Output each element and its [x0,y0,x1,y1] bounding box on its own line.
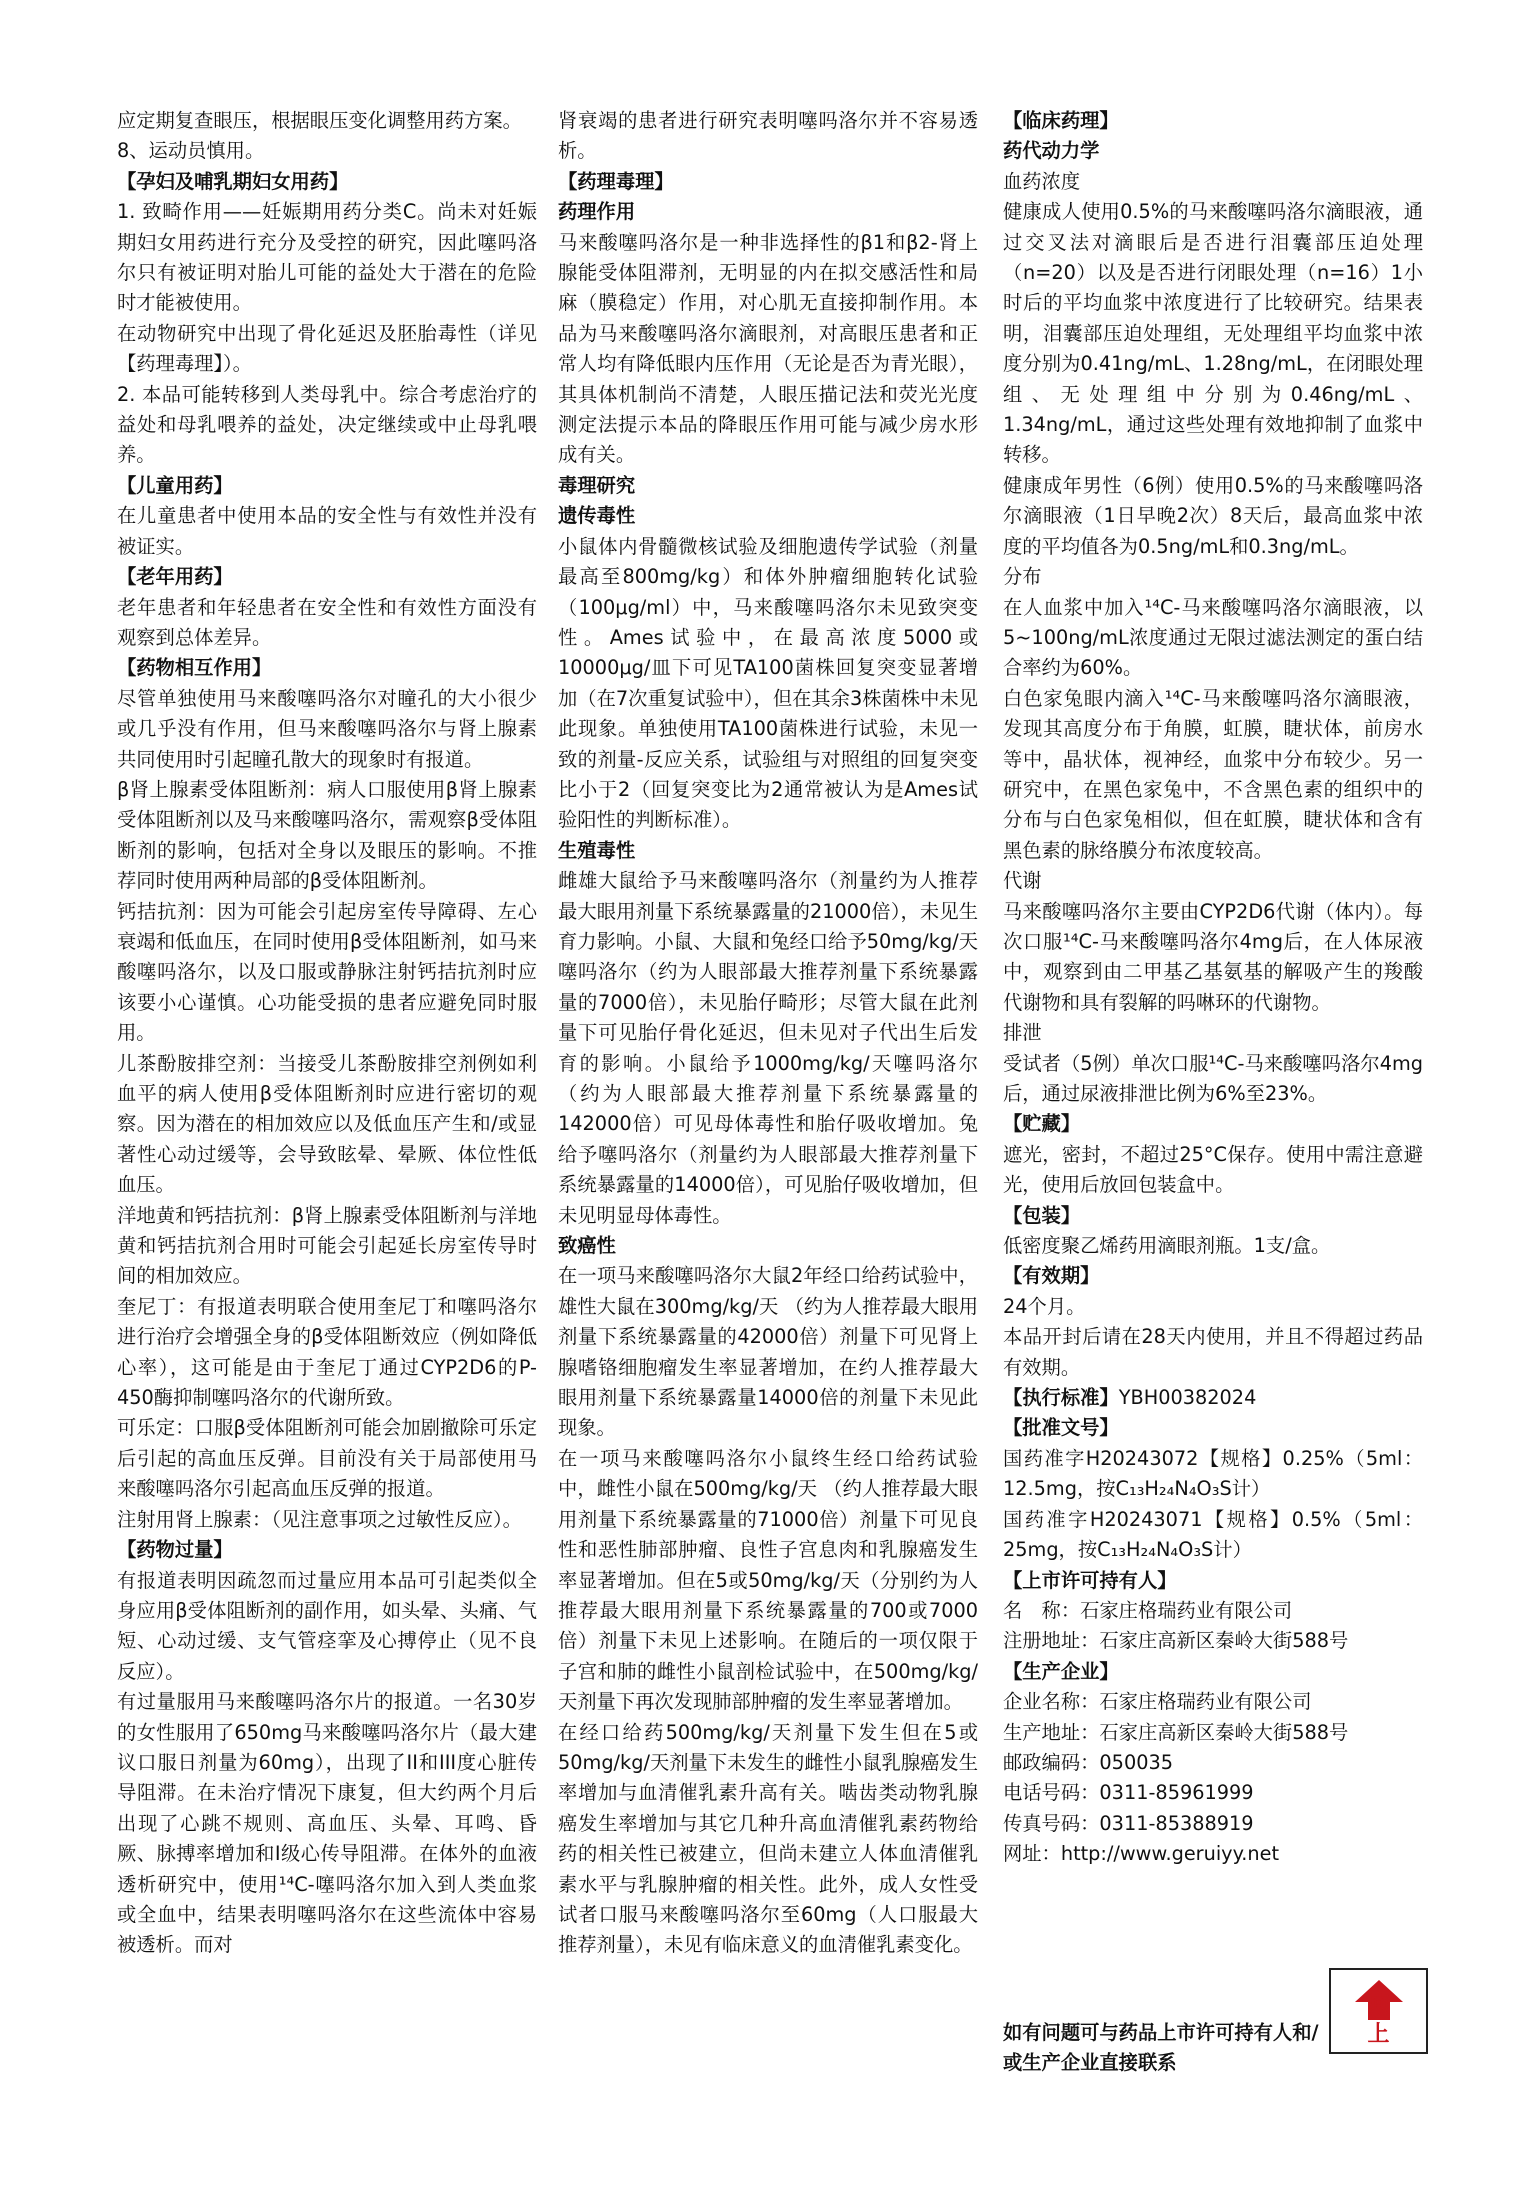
paragraph: 低密度聚乙烯药用滴眼剂瓶。1支/盒。 [1003,1234,1331,1258]
paragraph: 可乐定：口服β受体阻断剂可能会加剧撤除可乐定后引起的高血压反弹。目前没有关于局部使用马来酸噻吗洛尔引起高血压反弹的报道。 [117,1416,537,1501]
orientation-mark [1329,1968,1428,2054]
paragraph: β肾上腺素受体阻断剂：病人口服使用β肾上腺素受体阻断剂以及马来酸噻吗洛尔，需观察β受体阻断剂的影响，包括对全身以及眼压的影响。不推荐同时使用两种局部的β受体阻断剂。 [117,777,537,893]
paragraph: 电话号码：0311-85961999 [1003,1781,1254,1805]
paragraph: 国药准字H20243071【规格】0.5%（5ml：25mg，按C₁₃H₂₄N₄O₃S计） [1003,1507,1423,1562]
paragraph: 代谢 [1003,869,1042,893]
paragraph: 洋地黄和钙拮抗剂：β肾上腺素受体阻断剂与洋地黄和钙拮抗剂合用时可能会引起延长房室传导时间的相加效应。 [117,1203,537,1288]
paragraph: 在一项马来酸噻吗洛尔大鼠2年经口给药试验中，雄性大鼠在300mg/kg/天 （约为人推荐最大眼用剂量下系统暴露量的42000倍）剂量下可见肾上腺嗜铬细胞瘤发生率显著增加，在约人推荐最大眼用剂量下系统暴露量14000倍的剂量下未见此现象。 [558,1264,978,1440]
paragraph: 8、运动员慎用。 [117,139,265,163]
section-heading: 【药物过量】 [117,1538,233,1562]
paragraph: 应定期复查眼压，根据眼压变化调整用药方案。 [117,109,522,132]
paragraph: 在儿童患者中使用本品的安全性与有效性并没有被证实。 [117,504,537,558]
paragraph: 在一项马来酸噻吗洛尔小鼠终生经口给药试验中，雌性小鼠在500mg/kg/天 （约人推荐最大眼用剂量下系统暴露量的71000倍）剂量下可见良性和恶性肺部肿瘤、良性子宫息肉和乳腺癌发生率显著增加。但在5或50mg/kg/天（分别约为人推荐最大眼用剂量下系统暴露量的700或7000倍）剂量下未见上述影响。在随后的一项仅限于子宫和肺的雌性小鼠剖检试验中，在500mg/kg/天剂量下再次发现肺部肿瘤的发生率显著增加。 [558,1446,978,1714]
paragraph: 尽管单独使用马来酸噻吗洛尔对瞳孔的大小很少或几乎没有作用，但马来酸噻吗洛尔与肾上腺素共同使用时引起瞳孔散大的现象时有报道。 [117,686,537,771]
paragraph: 有报道表明因疏忽而过量应用本品可引起类似全身应用β受体阻断剂的副作用，如头晕、头痛、气短、心动过缓、支气管痉挛及心搏停止（见不良反应）。 [117,1568,537,1683]
inline-heading: 【执行标准】 [1003,1386,1119,1410]
section-heading: 【老年用药】 [117,565,233,589]
section-heading: 【药物相互作用】 [117,656,272,680]
section-heading: 药理作用 [558,200,636,224]
paragraph: 生产地址：石家庄高新区秦岭大街588号 [1003,1720,1349,1744]
paragraph: 【执行标准】YBH00382024 [1003,1386,1257,1410]
paragraph: 企业名称：石家庄格瑞药业有限公司 [1003,1690,1312,1714]
paragraph: 名 称：石家庄格瑞药业有限公司 [1003,1598,1293,1622]
paragraph: 注射用肾上腺素：（见注意事项之过敏性反应）。 [117,1507,522,1531]
column-right [1003,106,1423,1870]
section-heading: 遗传毒性 [558,504,636,528]
column-middle [558,106,978,1961]
paragraph: 在人血浆中加入¹⁴C-马来酸噻吗洛尔滴眼液，以5~100ng/mL浓度通过无限过滤法测定的蛋白结合率约为60%。 [1003,595,1423,680]
section-heading: 【批准文号】 [1003,1416,1119,1440]
section-heading: 药代动力学 [1003,139,1100,163]
paragraph: 小鼠体内骨髓微核试验及细胞遗传学试验（剂量最高至800mg/kg）和体外肿瘤细胞转化试验（100μg/ml）中，马来酸噻吗洛尔未见致突变性。Ames试验中，在最高浓度5000或10000μg/皿下可见TA100菌株回复突变显著增加（在7次重复试验中），但在其余3株菌株中未见此现象。单独使用TA100菌株进行试验，未见一致的剂量-反应关系，试验组与对照组的回复突变比小于2（回复突变比为2通常被认为是Ames试验阳性的判断标准）。 [558,534,978,832]
paragraph: 国药准字H20243072【规格】0.25%（5ml：12.5mg，按C₁₃H₂₄N₄O₃S计） [1003,1446,1423,1501]
contact-note: 如有问题可与药品上市许可持有人和/或生产企业直接联系 [1003,2021,1319,2075]
paragraph: 本品开封后请在28天内使用，并且不得超过药品有效期。 [1003,1325,1423,1379]
section-heading: 【上市许可持有人】 [1003,1568,1177,1592]
section-heading: 【有效期】 [1003,1264,1100,1288]
paragraph: 钙拮抗剂：因为可能会引起房室传导障碍、左心衰竭和低血压，在同时使用β受体阻断剂，如马来酸噻吗洛尔，以及口服或静脉注射钙拮抗剂时应该要小心谨慎。心功能受损的患者应避免同时服用。 [117,899,537,1045]
section-heading: 【药理毒理】 [558,169,674,193]
section-heading: 致癌性 [558,1234,616,1258]
column-left [117,106,537,1961]
section-heading: 【贮藏】 [1003,1112,1081,1136]
paragraph: 血药浓度 [1003,169,1081,193]
paragraph: 在动物研究中出现了骨化延迟及胚胎毒性（详见【药理毒理】）。 [117,321,537,376]
paragraph: 排泄 [1003,1021,1042,1045]
paragraph: 传真号码：0311-85388919 [1003,1811,1254,1835]
paragraph: 注册地址：石家庄高新区秦岭大街588号 [1003,1629,1349,1653]
section-heading: 【孕妇及哺乳期妇女用药】 [117,169,349,193]
section-heading: 生殖毒性 [558,838,636,862]
paragraph: 马来酸噻吗洛尔是一种非选择性的β1和β2-肾上腺能受体阻滞剂，无明显的内在拟交感活性和局麻（膜稳定）作用，对心肌无直接抑制作用。本品为马来酸噻吗洛尔滴眼剂，对高眼压患者和正常人均有降低眼内压作用（无论是否为青光眼），其具体机制尚不清楚，人眼压描记法和荧光光度测定法提示本品的降眼压作用可能与减少房水形成有关。 [558,230,978,467]
paragraph: 2. 本品可能转移到人类母乳中。综合考虑治疗的益处和母乳喂养的益处，决定继续或中止母乳喂养。 [117,382,537,467]
paragraph: 雌雄大鼠给予马来酸噻吗洛尔（剂量约为人推荐最大眼用剂量下系统暴露量的21000倍），未见生育力影响。小鼠、大鼠和兔经口给予50mg/kg/天噻吗洛尔（约为人眼部最大推荐剂量下系统暴露量的7000倍），未见胎仔畸形；尽管大鼠在此剂量下可见胎仔骨化延迟，但未见对子代出生后发育的影响。小鼠给予1000mg/kg/天噻吗洛尔（约为人眼部最大推荐剂量下系统暴露量的142000倍）可见母体毒性和胎仔吸收增加。兔给予噻吗洛尔（剂量约为人眼部最大推荐剂量下系统暴露量的14000倍），可见胎仔吸收增加，但未见明显母体毒性。 [558,869,978,1227]
paragraph: 邮政编码：050035 [1003,1750,1174,1774]
paragraph: 分布 [1003,565,1042,589]
paragraph: 肾衰竭的患者进行研究表明噻吗洛尔并不容易透析。 [558,109,978,163]
section-heading: 【临床药理】 [1003,109,1119,132]
paragraph: 马来酸噻吗洛尔主要由CYP2D6代谢（体内）。每次口服¹⁴C-马来酸噻吗洛尔4mg后，在人体尿液中，观察到由二甲基乙基氨基的解吸产生的羧酸代谢物和具有裂解的吗啉环的代谢物。 [1003,899,1423,1014]
section-heading: 【生产企业】 [1003,1659,1119,1683]
paragraph: 1. 致畸作用——妊娠期用药分类C。尚未对妊娠期妇女用药进行充分及受控的研究，因此噻吗洛尔只有被证明对胎儿可能的益处大于潜在的危险时才能被使用。 [117,200,537,315]
paragraph: 受试者（5例）单次口服¹⁴C-马来酸噻吗洛尔4mg后，通过尿液排泄比例为6%至23%。 [1003,1051,1423,1105]
orientation-label: 向 上 [1367,1991,1404,2047]
paragraph: 奎尼丁：有报道表明联合使用奎尼丁和噻吗洛尔进行治疗会增强全身的β受体阻断效应（例如降低心率），这可能是由于奎尼丁通过CYP2D6的P-450酶抑制噻吗洛尔的代谢所致。 [117,1294,537,1410]
section-heading: 毒理研究 [558,473,636,497]
paragraph: 老年患者和年轻患者在安全性和有效性方面没有观察到总体差异。 [117,595,537,649]
paragraph: 24个月。 [1003,1294,1086,1318]
paragraph: 健康成年男性（6例）使用0.5%的马来酸噻吗洛尔滴眼液（1日早晚2次）8天后，最高血浆中浓度的平均值各为0.5ng/mL和0.3ng/mL。 [1003,473,1423,558]
paragraph: 有过量服用马来酸噻吗洛尔片的报道。一名30岁的女性服用了650mg马来酸噻吗洛尔片（最大建议口服日剂量为60mg），出现了II和III度心脏传导阻滞。在未治疗情况下康复，但大约两个月后出现了心跳不规则、高血压、头晕、耳鸣、昏厥、脉搏率增加和I级心传导阻滞。在体外的血液透析研究中，使用¹⁴C-噻吗洛尔加入到人类血浆或全血中，结果表明噻吗洛尔在这些流体中容易被透析。而对 [117,1690,537,1957]
paragraph: 儿茶酚胺排空剂：当接受儿茶酚胺排空剂例如利血平的病人使用β受体阻断剂时应进行密切的观察。因为潜在的相加效应以及低血压产生和/或显著性心动过缓等，会导致眩晕、晕厥、体位性低血压。 [117,1051,537,1197]
paragraph: 健康成人使用0.5%的马来酸噻吗洛尔滴眼液，通过交叉法对滴眼后是否进行泪囊部压迫处理（n=20）以及是否进行闭眼处理（n=16）1小时后的平均血浆中浓度进行了比较研究。结果表明，泪囊部压迫处理组，无处理组平均血浆中浓度分别为0.41ng/mL、1.28ng/mL，在闭眼处理组、无处理组中分别为0.46ng/mL、1.34ng/mL，通过这些处理有效地抑制了血浆中转移。 [1003,200,1423,467]
paragraph: 在经口给药500mg/kg/天剂量下发生但在5或50mg/kg/天剂量下未发生的雌性小鼠乳腺癌发生率增加与血清催乳素升高有关。啮齿类动物乳腺癌发生率增加与其它几种升高血清催乳素药物给药的相关性已被建立，但尚未建立人体血清催乳素水平与乳腺肿瘤的相关性。此外，成人女性受试者口服马来酸噻吗洛尔至60mg（人口服最大推荐剂量），未见有临床意义的血清催乳素变化。 [558,1720,978,1957]
section-heading: 【包装】 [1003,1203,1081,1227]
paragraph: 白色家兔眼内滴入¹⁴C-马来酸噻吗洛尔滴眼液，发现其高度分布于角膜，虹膜，睫状体，前房水等中，晶状体，视神经，血浆中分布较少。另一研究中，在黑色家兔中，不含黑色素的组织中的分布与白色家兔相似，但在虹膜，睫状体和含有黑色素的脉络膜分布浓度较高。 [1003,686,1423,862]
paragraph: 网址：http://www.geruiyy.net [1003,1842,1280,1866]
paragraph: 遮光，密封，不超过25°C保存。使用中需注意避光，使用后放回包装盒中。 [1003,1142,1423,1197]
section-heading: 【儿童用药】 [117,473,233,497]
